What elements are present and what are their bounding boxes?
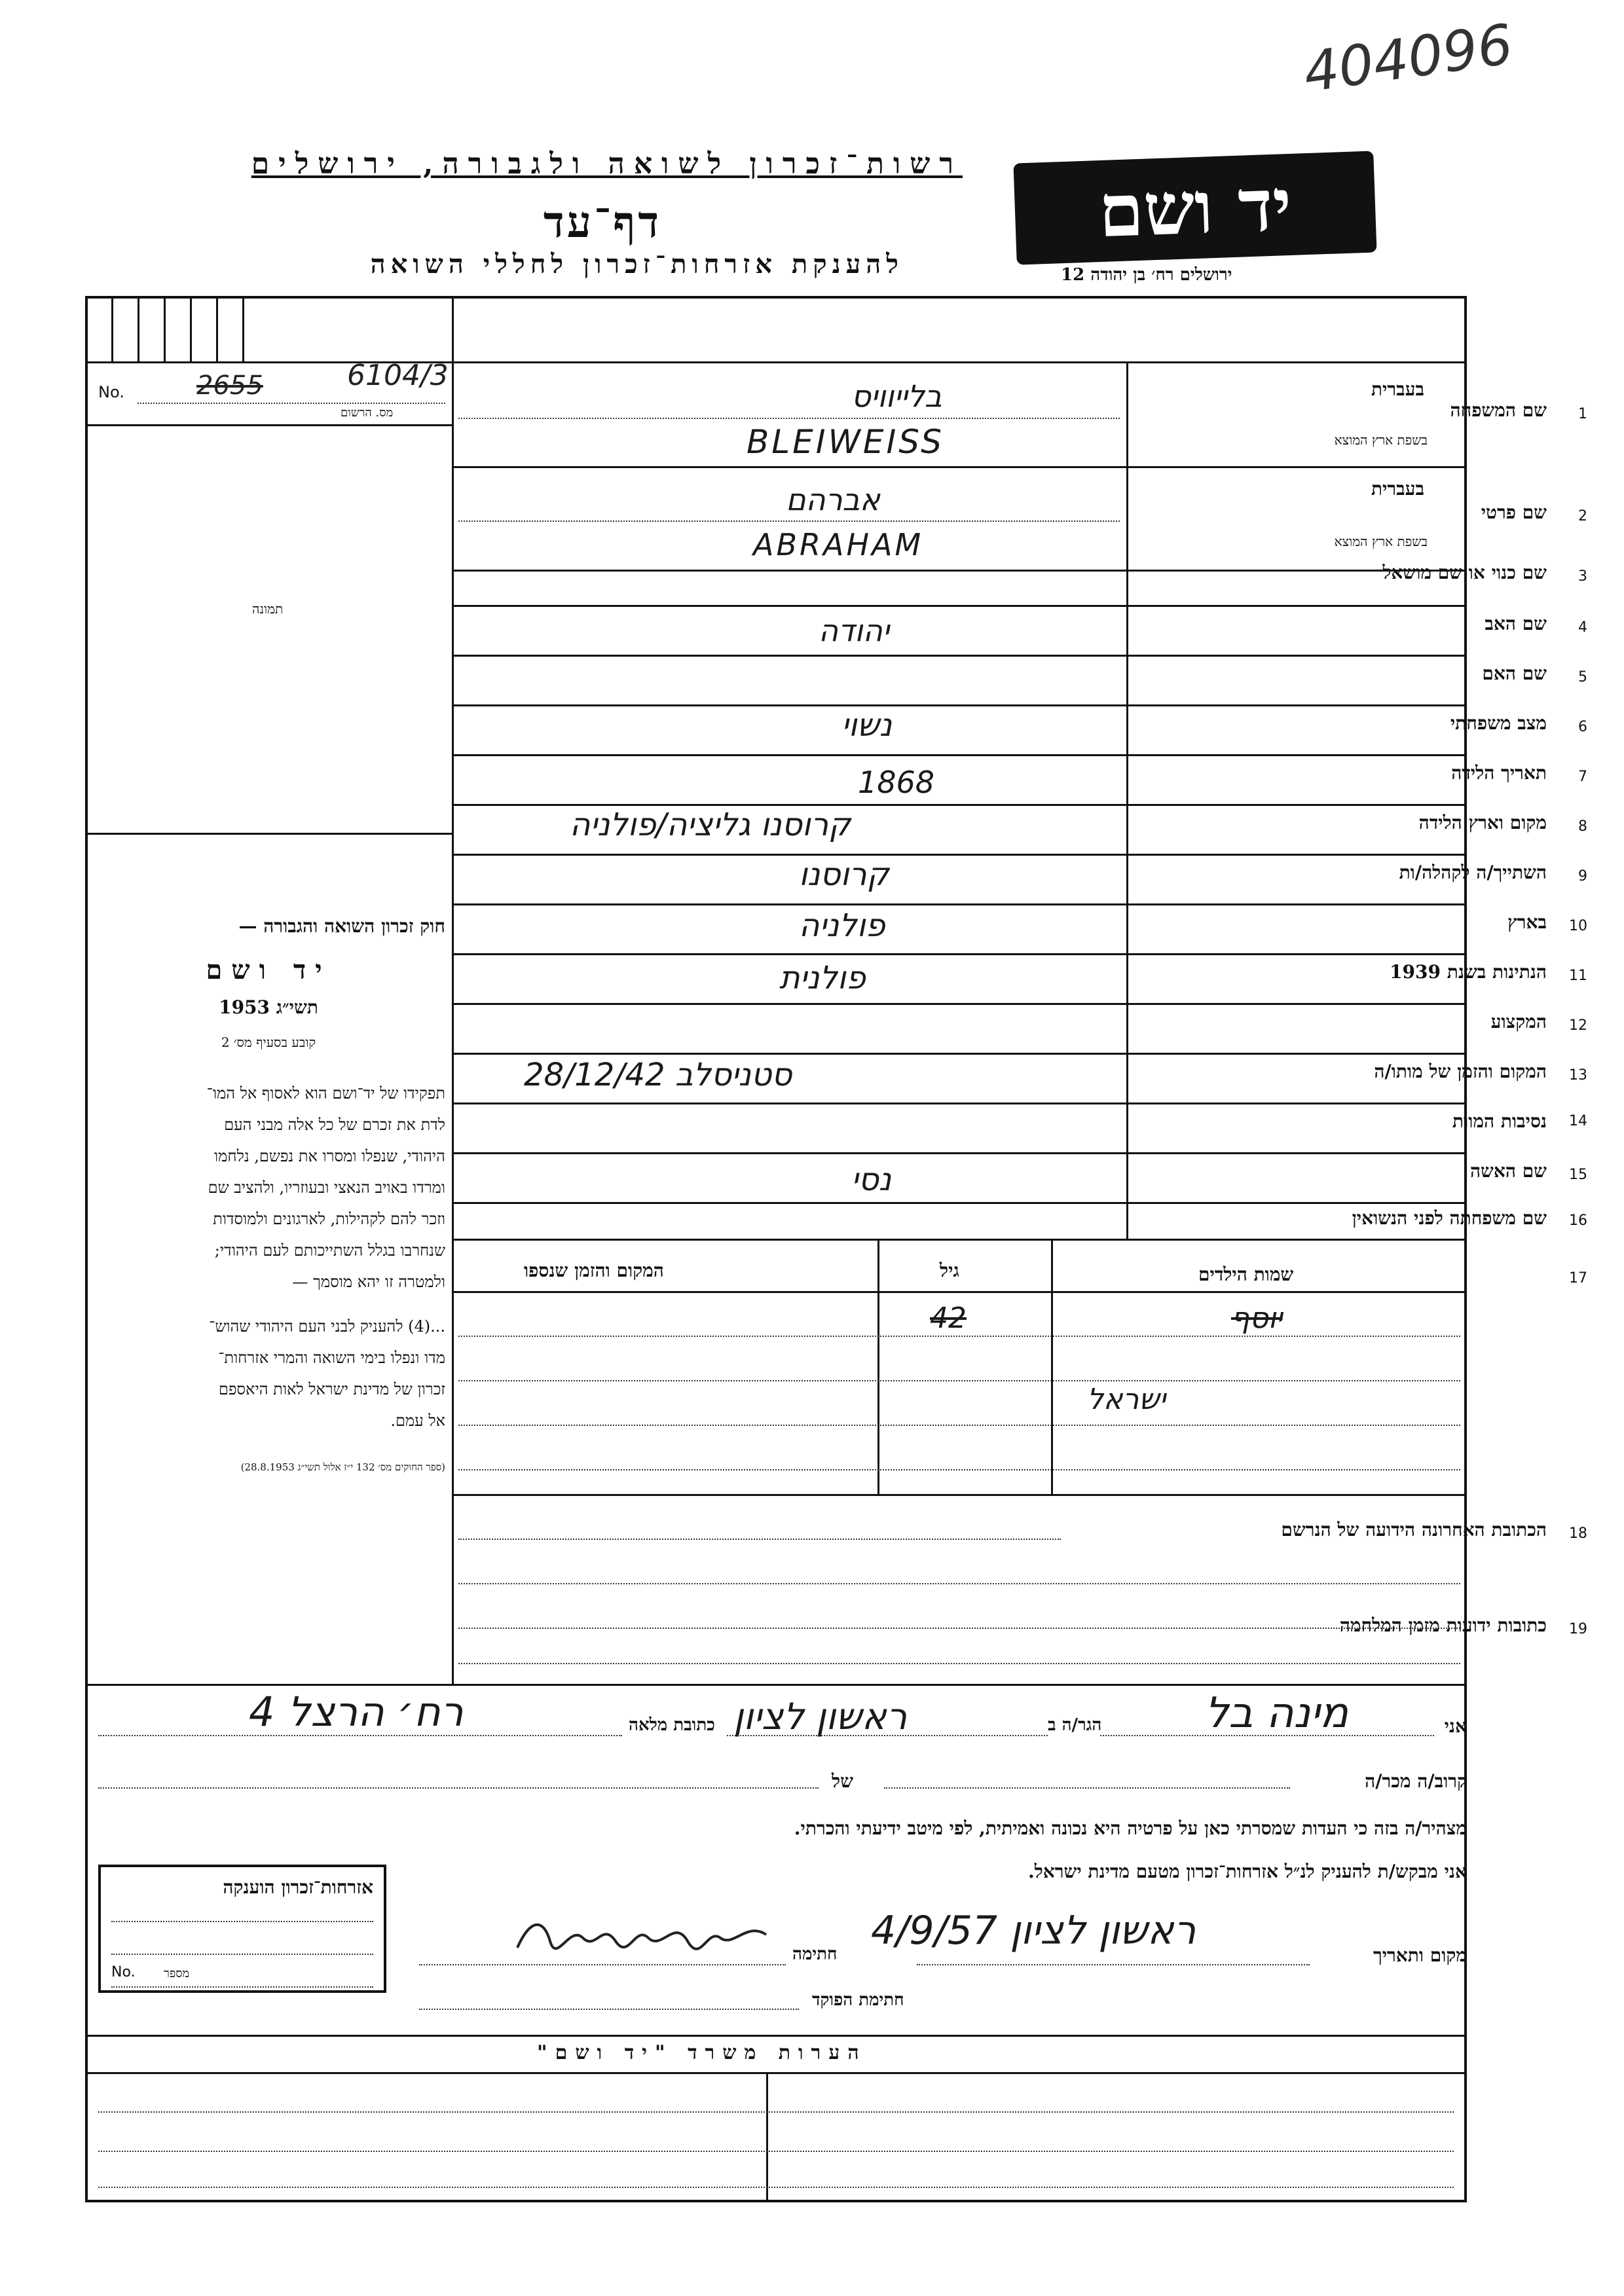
child-1-age[interactable]: 42	[930, 1302, 967, 1335]
law-year: תשי״ג 1953	[219, 996, 318, 1018]
yad-vashem-logo	[1013, 151, 1376, 264]
citizenship-box-number-label: מספר	[164, 1967, 190, 1980]
field-13-label: המקום והזמן של מותו/ה	[1374, 1061, 1547, 1082]
law-para1-line7: ולמטרה זו יהא מוסמך —	[292, 1273, 445, 1291]
field-3-label: שם כנוי או שם מושאל	[1382, 562, 1547, 583]
field-19-label: כתובות ידועות מזמן המלחמה	[1339, 1614, 1547, 1636]
signature-label: חתימה	[792, 1944, 838, 1964]
field-17-number: 17	[1569, 1270, 1587, 1286]
citizenship-box-no-label: No.	[111, 1964, 136, 1980]
law-para1-line2: לדת את זכרם של כל אלה מבני העם	[224, 1116, 445, 1134]
authority-line: רשות־זכרון לשואה ולגבורה, ירושלים	[251, 147, 963, 181]
residing-value[interactable]: ראשון לציון	[733, 1696, 908, 1738]
law-title: חוק זכרון השואה והגבורה —	[238, 915, 445, 937]
citizenship-box-title: אזרחות־זכרון הוענקה	[223, 1876, 373, 1898]
field-7-value[interactable]: 1868	[858, 765, 935, 800]
place-date-value[interactable]: ראשון לציון 4/9/57	[871, 1908, 1196, 1954]
children-col-place: המקום והזמן שנספו	[524, 1260, 664, 1281]
relative-label: קרוב/ה מכר/ה	[1365, 1770, 1467, 1792]
field-1-label: שם המשפחה	[1450, 399, 1547, 421]
field-15-value[interactable]: נסי	[851, 1161, 892, 1198]
registration-crossed-value: 2655	[196, 371, 263, 401]
law-para1-line3: היהודי, שנפלו ומסרו את נפשם, נלחמו	[214, 1147, 445, 1165]
children-col-divider-2	[1051, 1239, 1053, 1494]
photo-label: תמונה	[252, 601, 284, 617]
declaration-i-label: אני	[1444, 1715, 1467, 1737]
field-4-number: 4	[1578, 619, 1587, 636]
field-10-label: בארץ	[1507, 911, 1547, 933]
witness-label: חתימת הפוקד	[812, 1990, 904, 2010]
field-6-value[interactable]: נשוי	[841, 707, 893, 744]
field-10-number: 10	[1569, 918, 1587, 934]
full-address-label: כתובת מלאה	[629, 1715, 715, 1735]
registration-no-label: No.	[98, 383, 124, 401]
law-name: יד ושם	[206, 955, 331, 985]
field-9-value[interactable]: קרוסנו	[799, 856, 889, 893]
field-11-value[interactable]: פולנית	[779, 960, 866, 996]
field-1-value-latin[interactable]: BLEIWEISS	[747, 423, 944, 461]
field-2-label: שם פרטי	[1481, 501, 1547, 523]
field-9-number: 9	[1578, 868, 1587, 884]
field-16-number: 16	[1569, 1212, 1587, 1229]
form-subtitle: להענקת אזרחות־זכרון לחללי השואה	[370, 249, 904, 280]
field-12-number: 12	[1569, 1017, 1587, 1034]
field-9-label: השתייך/ה לקהלה/ות	[1399, 862, 1547, 883]
field-11-number: 11	[1569, 968, 1587, 984]
law-para1-line6: שנחרבו בגלל השתייכותם לעם היהודי;	[214, 1241, 445, 1260]
law-para1-line1: תפקידו של יד־ושם הוא לאסוף אל המו־	[206, 1084, 445, 1102]
field-18-label: הכתובת האחרונה הידועה של הנרשם	[1281, 1519, 1547, 1540]
registration-value: 6104/3	[347, 359, 449, 392]
of-label: של	[832, 1770, 853, 1792]
field-18-number: 18	[1569, 1525, 1587, 1542]
field-8-number: 8	[1578, 818, 1587, 835]
children-col-age: גיל	[940, 1260, 959, 1281]
field-1-value-hebrew[interactable]: בלייוויס	[851, 378, 942, 414]
handwritten-document-id: 404096	[1299, 12, 1517, 105]
field-column-divider	[1126, 361, 1128, 1239]
law-para2-line4: אל עמם.	[390, 1412, 445, 1430]
field-2-sub-origin: בשפת ארץ המוצא	[1334, 534, 1428, 549]
form-title: דף־עד	[543, 196, 662, 247]
law-para1-line5: וזכר להם לקהילות, לארגונים ולמוסדות	[213, 1210, 445, 1228]
declarant-name[interactable]: מינה בל	[1205, 1689, 1348, 1738]
law-clause-ref: קובע בסעיף מס׳ 2	[221, 1034, 316, 1050]
field-11-label: הנתינות בשנת 1939	[1390, 961, 1547, 983]
logo-text: יד ושם	[1097, 162, 1293, 254]
field-10-value[interactable]: פולניה	[799, 907, 885, 944]
field-1-number: 1	[1578, 406, 1587, 422]
declaration-statement-1: מצהיר/ה בזה כי העדות שמסרתי כאן על פרטיה היא נכונה ואמיתית, לפי מיטב ידיעתי והכרתי.	[794, 1817, 1467, 1839]
law-citation: (ספר החוקים מס׳ 132 י״ז אלול תשי״ג 28.8.1953)	[240, 1461, 445, 1473]
field-8-value[interactable]: קרוסנו גליציה/פולניה	[570, 807, 851, 843]
children-col-divider-1	[877, 1239, 879, 1494]
field-13-number: 13	[1569, 1067, 1587, 1084]
field-13-value[interactable]: סטניסלב 28/12/42	[524, 1057, 792, 1093]
field-6-number: 6	[1578, 719, 1587, 735]
field-1-sub-origin: בשפת ארץ המוצא	[1334, 432, 1428, 448]
law-para2-line2: מדו ונפלו בימי השואה והמרי אזרחות־	[218, 1349, 445, 1367]
place-date-label: מקום ותאריך	[1373, 1944, 1467, 1966]
declaration-statement-2: אני מבקש/ת להעניק לנ״ל אזרחות־זכרון מטעם מדינת ישראל.	[1027, 1861, 1467, 1882]
field-4-label: שם האב	[1485, 613, 1547, 634]
law-para2-line3: זכרון של מדינת ישראל לאות היאספם	[218, 1380, 445, 1398]
field-14-number: 14	[1569, 1113, 1587, 1129]
field-2-value-latin[interactable]: ABRAHAM	[753, 527, 924, 562]
office-notes-divider	[766, 2072, 768, 2202]
field-5-number: 5	[1578, 669, 1587, 685]
field-14-label: נסיבות המוות	[1452, 1110, 1547, 1132]
field-2-number: 2	[1578, 508, 1587, 524]
full-address-value[interactable]: רח׳ הרצל 4	[249, 1688, 464, 1736]
field-15-label: שם האשה	[1469, 1160, 1547, 1182]
child-3-name[interactable]: ישראל	[1087, 1383, 1166, 1416]
law-para2-line1: ...(4) להעניק לבני העם היהודי שהוש־	[209, 1317, 445, 1336]
field-1-sub-hebrew: בעברית	[1371, 378, 1424, 400]
field-7-number: 7	[1578, 769, 1587, 785]
field-16-label: שם משפחתה לפני הנשואין	[1352, 1207, 1547, 1229]
field-4-value[interactable]: יהודה	[819, 613, 890, 648]
left-column-divider	[452, 296, 454, 1684]
field-7-label: תאריך הלידה	[1451, 762, 1547, 784]
field-3-number: 3	[1578, 568, 1587, 585]
law-para1-line4: ומרדו באויב הנאצי ובעוזריו, ולהציב שם	[208, 1178, 445, 1197]
field-15-number: 15	[1569, 1167, 1587, 1183]
field-12-label: המקצוע	[1490, 1011, 1547, 1032]
child-1-name[interactable]: יוסף	[1231, 1302, 1283, 1335]
residing-label: הגר/ה ב	[1048, 1715, 1102, 1735]
field-2-value-hebrew[interactable]: אברהם	[786, 482, 880, 517]
field-6-label: מצב משפחתי	[1450, 712, 1547, 734]
signature-svg	[511, 1912, 773, 1958]
address: ירושלים רח׳ בן יהודה 12	[1061, 265, 1232, 285]
children-col-names: שמות הילדים	[1198, 1264, 1294, 1285]
field-5-label: שם האם	[1482, 663, 1547, 684]
field-8-label: מקום וארץ הלידה	[1418, 812, 1547, 833]
declarant-signature	[511, 1912, 773, 1958]
registration-label: מס. הרשום	[341, 406, 394, 420]
field-2-sub-hebrew: בעברית	[1371, 478, 1424, 500]
office-notes-title: הערות משרד "יד ושם"	[537, 2041, 867, 2064]
field-19-number: 19	[1569, 1621, 1587, 1637]
